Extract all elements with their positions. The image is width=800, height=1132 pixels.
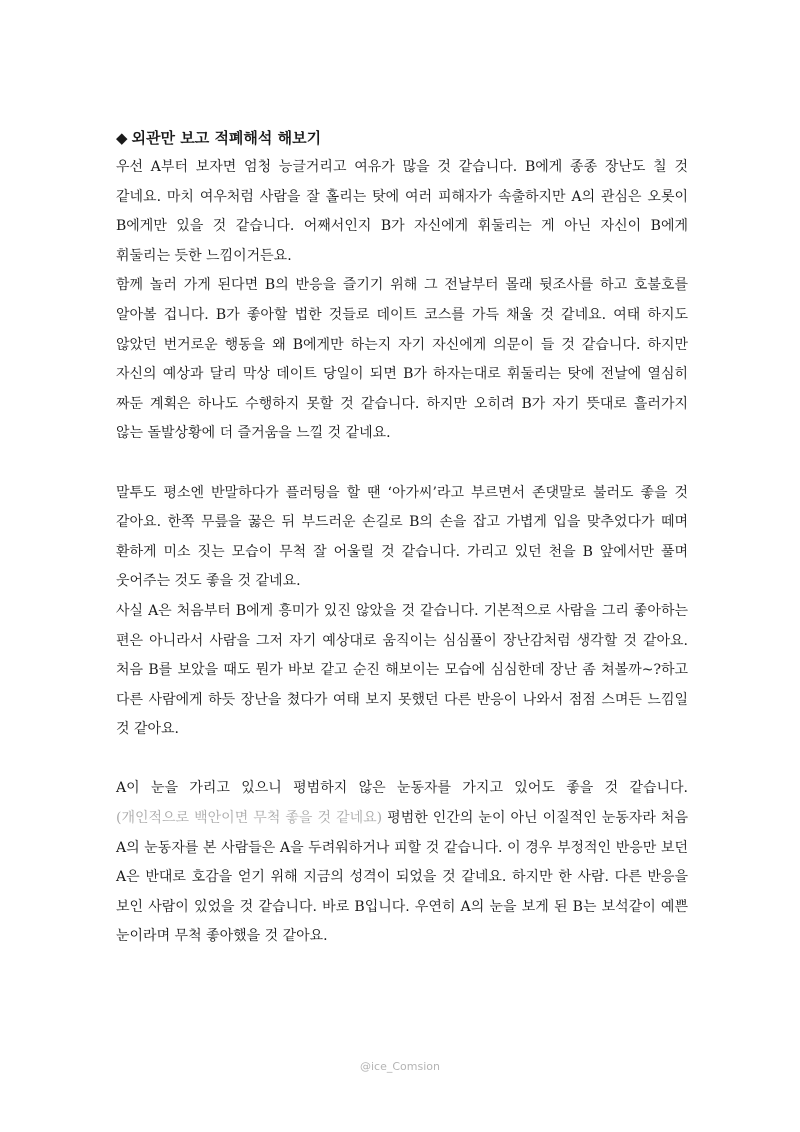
paragraph-spacer	[116, 745, 688, 775]
eyes-text-before: A이 눈을 가리고 있으니 평범하지 않은 눈동자를 가지고 있어도 좋을 것 같습니다.	[116, 780, 688, 797]
eyes-text-after: 평범한 인간의 눈이 아닌 이질적인 눈동자라 처음 A의 눈동자를 본 사람들은 A을 두려워하거나 피할 것 같습니다. 이 경우 부정적인 반응만 보던 A은 반대로 호감을 얻기 위해 지금의 성격이 되었을 것 같네요. 하지만 한 사람. 다른 반응을 보인 사람이 있었을 것 같습니다. 바로 B입니다. 우연히 A의 눈을 보게 된 B는 보석같이 예쁜 눈이라며 무척 좋아했을 것 같아요.	[116, 810, 688, 945]
paragraph-spacer	[116, 449, 688, 479]
diamond-bullet-icon: ◆	[116, 129, 128, 147]
eyes-aside-note: (개인적으로 백안이면 무척 좋을 것 같네요)	[116, 810, 383, 827]
paragraph-speech: 말투도 평소엔 반말하다가 플러팅을 할 땐 ‘아가씨’라고 부르면서 존댓말로 불러도 좋을 것 같아요. 한쪽 무릎을 꿇은 뒤 부드러운 손길로 B의 손을 잡고 가볍게 입을 맞추었다가 떼며 환하게 미소 짓는 모습이 무척 잘 어울릴 것 같습니다. 가리고 있던 천을 B 앞에서만 풀며 웃어주는 것도 좋을 것 같네요.	[116, 484, 688, 590]
watermark-footer: @ice_Comsion	[360, 1060, 440, 1073]
paragraph-date-plan: 함께 놀러 가게 된다면 B의 반응을 즐기기 위해 그 전날부터 몰래 뒷조사를 하고 호불호를 알아볼 겁니다. B가 좋아할 법한 것들로 데이트 코스를 가득 채울 것 같네요. 여태 하지도 않았던 번거로운 행동을 왜 B에게만 하는지 자기 자신에게 의문이 들 것 같습니다. 하지만 자신의 예상과 달리 막상 데이트 당일이 되면 B가 하자는대로 휘둘리는 탓에 전날에 열심히 짜둔 계획은 하나도 수행하지 못할 것 같습니다. 하지만 오히려 B가 자기 뜻대로 흘러가지 않는 돌발상황에 더 즐거움을 느낄 것 같네요.	[116, 277, 688, 442]
section-title: 외관만 보고 적폐해석 해보기	[131, 129, 322, 147]
paragraph-interest: 사실 A은 처음부터 B에게 흥미가 있진 않았을 것 같습니다. 기본적으로 사람을 그리 좋아하는 편은 아니라서 사람을 그저 자기 예상대로 움직이는 심심풀이 장난감처럼 생각할 것 같아요. 처음 B를 보았을 때도 뭔가 바보 같고 순진 해보이는 모습에 심심한데 장난 좀 쳐볼까~?하고 다른 사람에게 하듯 장난을 쳤다가 여태 보지 못했던 다른 반응이 나와서 점점 스며든 느낌일 것 같아요.	[116, 602, 688, 738]
paragraph-eyes	[116, 774, 688, 952]
document-body	[116, 124, 688, 952]
paragraph-first-impression: 우선 A부터 보자면 엄청 능글거리고 여유가 많을 것 같습니다. B에게 종종 장난도 칠 것 같네요. 마치 여우처럼 사람을 잘 홀리는 탓에 여러 피해자가 속출하지만 A의 관심은 오롯이 B에게만 있을 것 같습니다. 어째서인지 B가 자신에게 휘둘리는 게 아닌 자신이 B에게 휘둘리는 듯한 느낌이거든요.	[116, 159, 688, 264]
section-heading	[116, 124, 688, 153]
